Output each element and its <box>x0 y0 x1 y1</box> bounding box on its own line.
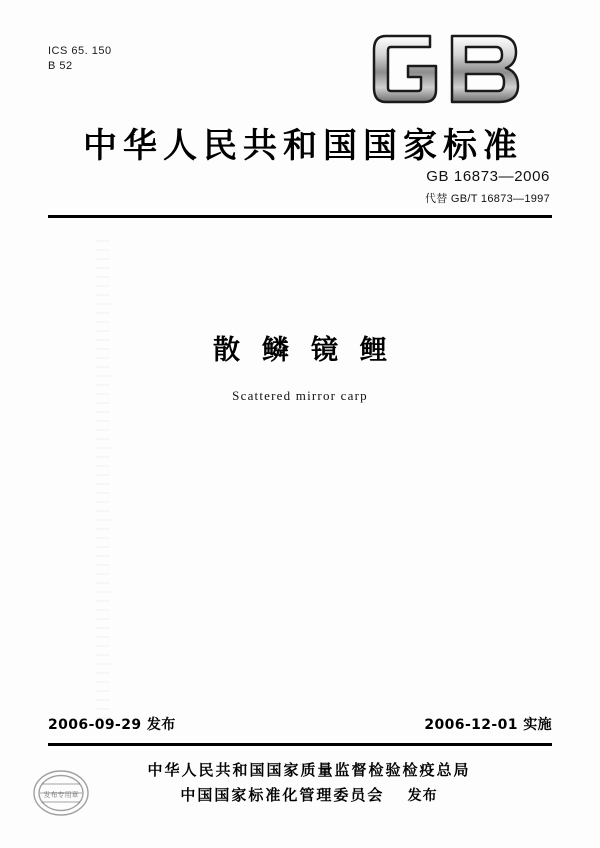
paper-artifact <box>96 240 110 720</box>
date-row <box>48 714 552 734</box>
implementation-date: 2006-12-01 实施 <box>424 717 552 733</box>
subject-title-en: Scattered mirror carp <box>232 388 368 403</box>
divider-bottom <box>48 743 552 746</box>
subject-title-cn: 散鳞镜鲤 <box>213 335 409 366</box>
standard-number: GB 16873—2006 <box>426 168 550 185</box>
classification-code: B 52 <box>48 60 73 72</box>
svg-text:发布专用章: 发布专用章 <box>43 791 79 799</box>
issuer-block <box>0 758 600 809</box>
page-title: 中华人民共和国国家标准 <box>83 126 523 166</box>
replaces-standard: 代替 GB/T 16873—1997 <box>424 193 550 205</box>
standard-number-block <box>425 168 550 206</box>
gb-logo <box>368 30 548 108</box>
issuer-line-2: 中国国家标准化管理委员会 <box>180 786 385 804</box>
publish-label: 发布 <box>407 788 438 804</box>
ics-block <box>48 44 112 74</box>
ics-code: ICS 65. 150 <box>48 45 112 57</box>
divider-top <box>48 215 552 218</box>
issue-date: 2006-09-29 发布 <box>48 717 176 733</box>
issuer-line-1: 中华人民共和国国家质量监督检验检疫总局 <box>147 761 471 779</box>
